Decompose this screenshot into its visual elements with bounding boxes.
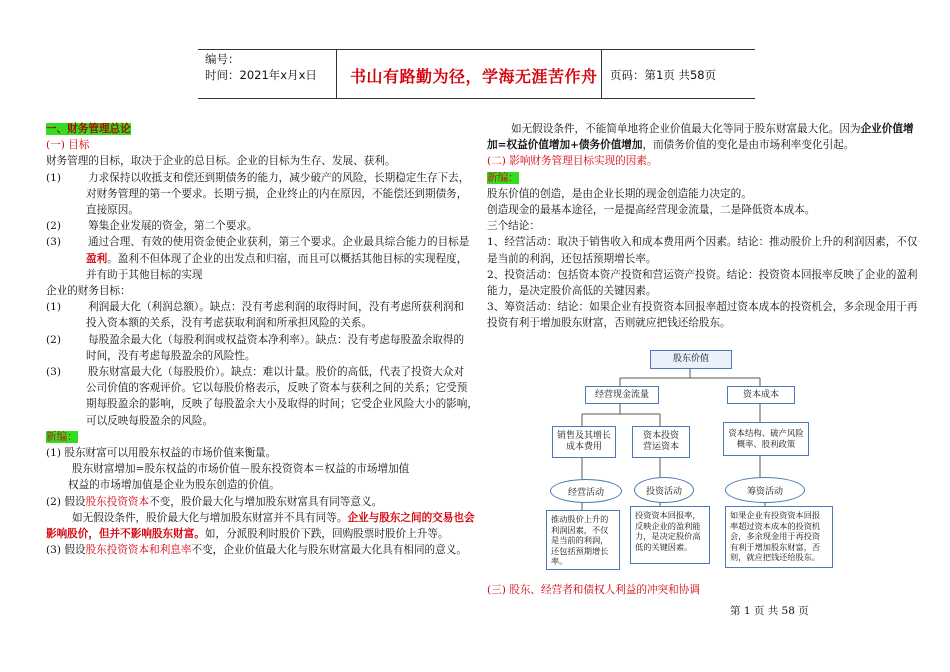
list-text: 公司价值的客观评价。它以每股价格表示，反映了资本与获利之间的关系；它受预 — [86, 382, 468, 395]
text-run: (2) 假设 — [46, 495, 86, 508]
subsection-conflict: (三) 股东、经营者和债权人利益的冲突和协调 — [487, 584, 700, 596]
header-meta — [205, 51, 317, 83]
list-text: 利润最大化（利润总额）。缺点：没有考虑利润的取得时间，没有考虑所获利润和 — [88, 301, 465, 314]
paragraph: 创造现金的最基本途径，一是提高经营现金流量，二是降低资本成本。 — [487, 204, 816, 217]
node-label: 成本费用 — [565, 442, 602, 452]
node-investment — [632, 426, 690, 458]
text-run: 如无假设条件，不能简单地将企业价值最大化等同于股东财富最大化。因为 — [511, 123, 861, 135]
highlight-term: 企业与股东之间的交易也会 — [347, 511, 475, 524]
time-label: 时间：2021年x月x日 — [205, 68, 317, 82]
node-label: 资本投资 — [642, 431, 679, 441]
node-label: 资本结构、破产风险 — [728, 428, 804, 438]
list-text: 对财务管理的第一个要求。长期亏损，企业终止的内在原因，不能偿还到期债务， — [86, 187, 468, 200]
list-number: (3) — [46, 366, 62, 379]
node-operating-cash-flow — [585, 386, 659, 404]
paragraph: 财务管理的目标，取决于企业的总目标。企业的目标为生存、发展、获利。 — [46, 155, 396, 168]
node-label: 经营现金流量 — [594, 389, 649, 400]
bold-term: 企业价值增 — [860, 123, 914, 135]
oval-label: 经营活动 — [567, 487, 604, 498]
list-text: 股东财富最大化（每股股价）。缺点：难以计量。股价的高低，代表了投资大众对 — [88, 366, 465, 379]
left-column — [46, 121, 476, 558]
note-operating — [546, 510, 620, 570]
text-run: (3) 假设 — [46, 544, 86, 557]
list-text: 力求保持以收抵支和偿还到期债务的能力，减少破产的风险，长期稳定生存下去， — [88, 171, 470, 184]
paragraph: 三个结论： — [487, 220, 540, 233]
paragraph: (1) 股东财富可以用股东权益的市场价值来衡量。 — [46, 447, 277, 460]
list-number: (2) — [46, 333, 62, 346]
node-label: 股东价值 — [672, 354, 709, 364]
text-run: 如无假设条件，股价最大化与增加股东财富并不具有同等。 — [72, 511, 348, 524]
node-label: 销售及其增长 — [556, 431, 611, 441]
list-text: 通过合理、有效的使用资金使企业获利，第三个要求。企业最具综合能力的目标是 — [88, 236, 470, 249]
note-text: 如果企业有投资资本回报率超过资本成本的投资机会，多余现金用于再投资有利于增加股东财富，否则，就应把钱还给股东。 — [730, 510, 821, 563]
node-label: 概率、股利政策 — [736, 439, 796, 449]
paragraph: 2、投资活动：包括资本资产投资和营运资产投资。结论：投资资本回报率反映了企业的盈利 — [487, 268, 918, 281]
keyword-profit: 盈利 — [86, 252, 108, 265]
text-run: 不变，股价最大化与增加股东财富具有同等意义。 — [149, 495, 383, 508]
note-financing — [725, 506, 833, 568]
new-edition-tag: 新编： — [487, 171, 519, 184]
list-number: (3) — [46, 236, 62, 249]
right-column — [487, 121, 917, 332]
node-sales-cost — [552, 426, 616, 458]
page-footer: 第 1 页 共 58 页 — [730, 605, 809, 617]
formula: 股东财富增加=股东权益的市场价值－股东投资资本＝权益的市场增加值 — [72, 463, 410, 476]
list-number: (1) — [46, 301, 62, 314]
list-number: (1) — [46, 171, 62, 184]
node-cost-of-capital — [727, 386, 795, 404]
paragraph: 企业的财务目标： — [46, 285, 131, 298]
oval-investing-activity — [634, 477, 694, 503]
new-edition-tag: 新编： — [46, 430, 78, 443]
text-run: ，而债务价值的变化是由市场利率变化引起。 — [642, 139, 855, 152]
shareholder-value-diagram — [540, 346, 840, 576]
list-number: (2) — [46, 220, 62, 233]
note-text: 投资资本回报率，反映企业的盈利能力，是决定股价高低的关键因素。 — [635, 510, 701, 552]
subsection-factors: (二) 影响财务管理目标实现的因素。 — [487, 155, 658, 168]
list-text: 筹集企业发展的资金，第二个要求。 — [88, 220, 258, 233]
node-shareholder-value — [650, 350, 732, 369]
oval-label: 筹资活动 — [746, 486, 783, 497]
list-text: 每股盈余最大化（每股利润或权益资本净利率）。缺点：没有考虑每股盈余取得的 — [88, 333, 465, 346]
highlight-term: 股东投资资本和利息率 — [85, 544, 192, 557]
motto: 书山有路勤为径，学海无涯苦作舟 — [350, 67, 598, 86]
list-text: 。盈利不但体现了企业的出发点和归宿，而且可以概括其他目标的实现程度， — [107, 252, 468, 265]
list-text: 可以反映每股盈余的风险。 — [86, 414, 214, 427]
list-text: 期每股盈余的影响，反映了每股盈余大小及取得的时间；它受企业风险大小的影响， — [86, 398, 478, 411]
note-investing — [630, 506, 710, 564]
header-divider-2 — [601, 49, 602, 99]
list-text: 并有助于其他目标的实现 — [86, 268, 203, 281]
paragraph: 是当前的利润，还包括预期增长率。 — [487, 252, 657, 265]
page-info: 页码：第1页 共58页 — [610, 68, 717, 82]
oval-financing-activity — [725, 477, 805, 503]
paragraph: 能力，是决定股价高低的关键因素。 — [487, 285, 657, 298]
oval-label: 投资活动 — [645, 486, 682, 497]
number-label: 编号： — [205, 52, 240, 66]
node-label: 营运资本 — [642, 442, 679, 452]
bold-term: 加=权益价值增加+债务价值增加 — [487, 139, 643, 152]
header-top-rule — [198, 49, 755, 50]
paragraph: 投资有利于增加股东财富，否则就应把钱还给股东。 — [487, 317, 731, 330]
list-text: 投入资本额的关系，没有考虑获取利润和所承担风险的关系。 — [86, 317, 373, 330]
text-run: 如，分派股利时股价下跌，回购股票时股价上升等。 — [204, 528, 449, 541]
highlight-term: 股东投资资本 — [85, 495, 150, 508]
paragraph: 权益的市场增加值是企业为股东创造的价值。 — [68, 479, 280, 492]
oval-operating-activity — [550, 479, 622, 503]
header-bottom-rule — [198, 98, 755, 99]
paragraph: 股东价值的创造，是由企业长期的现金创造能力决定的。 — [487, 187, 752, 200]
text-run: 不变，企业价值最大化与股东财富最大化具有相同的意义。 — [191, 544, 467, 557]
note-text: 推动股价上升的利润因素，不仅是当前的利润，还包括预期增长率。 — [551, 514, 609, 567]
highlight-term: 影响股价，但并不影响股东财富。 — [46, 528, 205, 541]
node-label: 资本成本 — [742, 389, 779, 400]
paragraph: 3、筹资活动：结论：如果企业有投资资本回报率超过资本成本的投资机会，多余现金用于再 — [487, 301, 918, 314]
subsection-goal: (一) 目标 — [46, 139, 90, 152]
node-capital-structure — [723, 422, 809, 456]
list-text: 时间，没有考虑每股盈余的风险性。 — [86, 349, 256, 362]
section-title: 一、财务管理总论 — [46, 123, 131, 135]
header-divider-1 — [336, 49, 337, 99]
paragraph: 1、经营活动：取决于销售收入和成本费用两个因素。结论：推动股价上升的利润因素，不仅 — [487, 236, 918, 249]
list-text: 直接原因。 — [86, 204, 139, 217]
